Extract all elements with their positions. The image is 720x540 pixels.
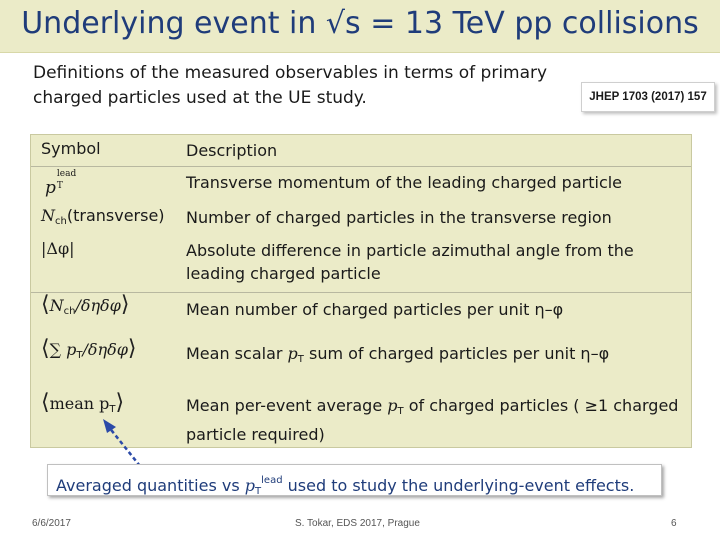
footer-date: 6/6/2017 — [32, 518, 71, 529]
header-divider — [31, 166, 691, 167]
row-description: Mean per-event average $p_T$ of charged particles ( ≥1 charged particle required) — [186, 396, 679, 444]
symbol-mean-nch: $⟨N_{ch}/\delta\eta\delta\varphi⟩$ — [41, 292, 130, 317]
row-description: Mean scalar $p_T$ sum of charged particles per unit η–φ — [186, 344, 610, 365]
row-description: Mean number of charged particles per unit η–φ — [186, 300, 564, 319]
symbol-pt-lead: p lead T — [45, 169, 77, 198]
header-symbol: Symbol — [41, 139, 101, 158]
symbol-mean-pt: ⟨mean $p_T⟩$ — [41, 390, 125, 415]
symbol-delta-phi: |Δφ| — [41, 239, 75, 258]
slide-title: Underlying event in √s = 13 TeV pp collisions — [21, 6, 699, 41]
header-description: Description — [186, 141, 278, 160]
intro-text: Definitions of the measured observables in terms of primary charged particles used at the UE study. — [33, 63, 548, 108]
row-description: Transverse momentum of the leading charged particle — [186, 173, 623, 192]
footer-author: S. Tokar, EDS 2017, Prague — [295, 518, 420, 529]
row-description: Absolute difference in particle azimuthal angle from the leading charged particle — [186, 241, 634, 283]
symbol-nch-transverse: $N_{ch}(transverse)$ — [41, 206, 165, 227]
reference-box: JHEP 1703 (2017) 157 — [581, 82, 715, 112]
row-divider — [31, 292, 691, 293]
symbol-mean-sum-pt: ⟨∑ $p_T/\delta\eta\delta\varphi⟩$ — [41, 336, 137, 361]
callout-box: Averaged quantities vs $p_T^{lead}$ used to study the underlying-event effects. — [47, 464, 662, 496]
definitions-table — [30, 134, 692, 448]
row-description: Number of charged particles in the transverse region — [186, 208, 612, 227]
page-number: 6 — [671, 518, 677, 529]
